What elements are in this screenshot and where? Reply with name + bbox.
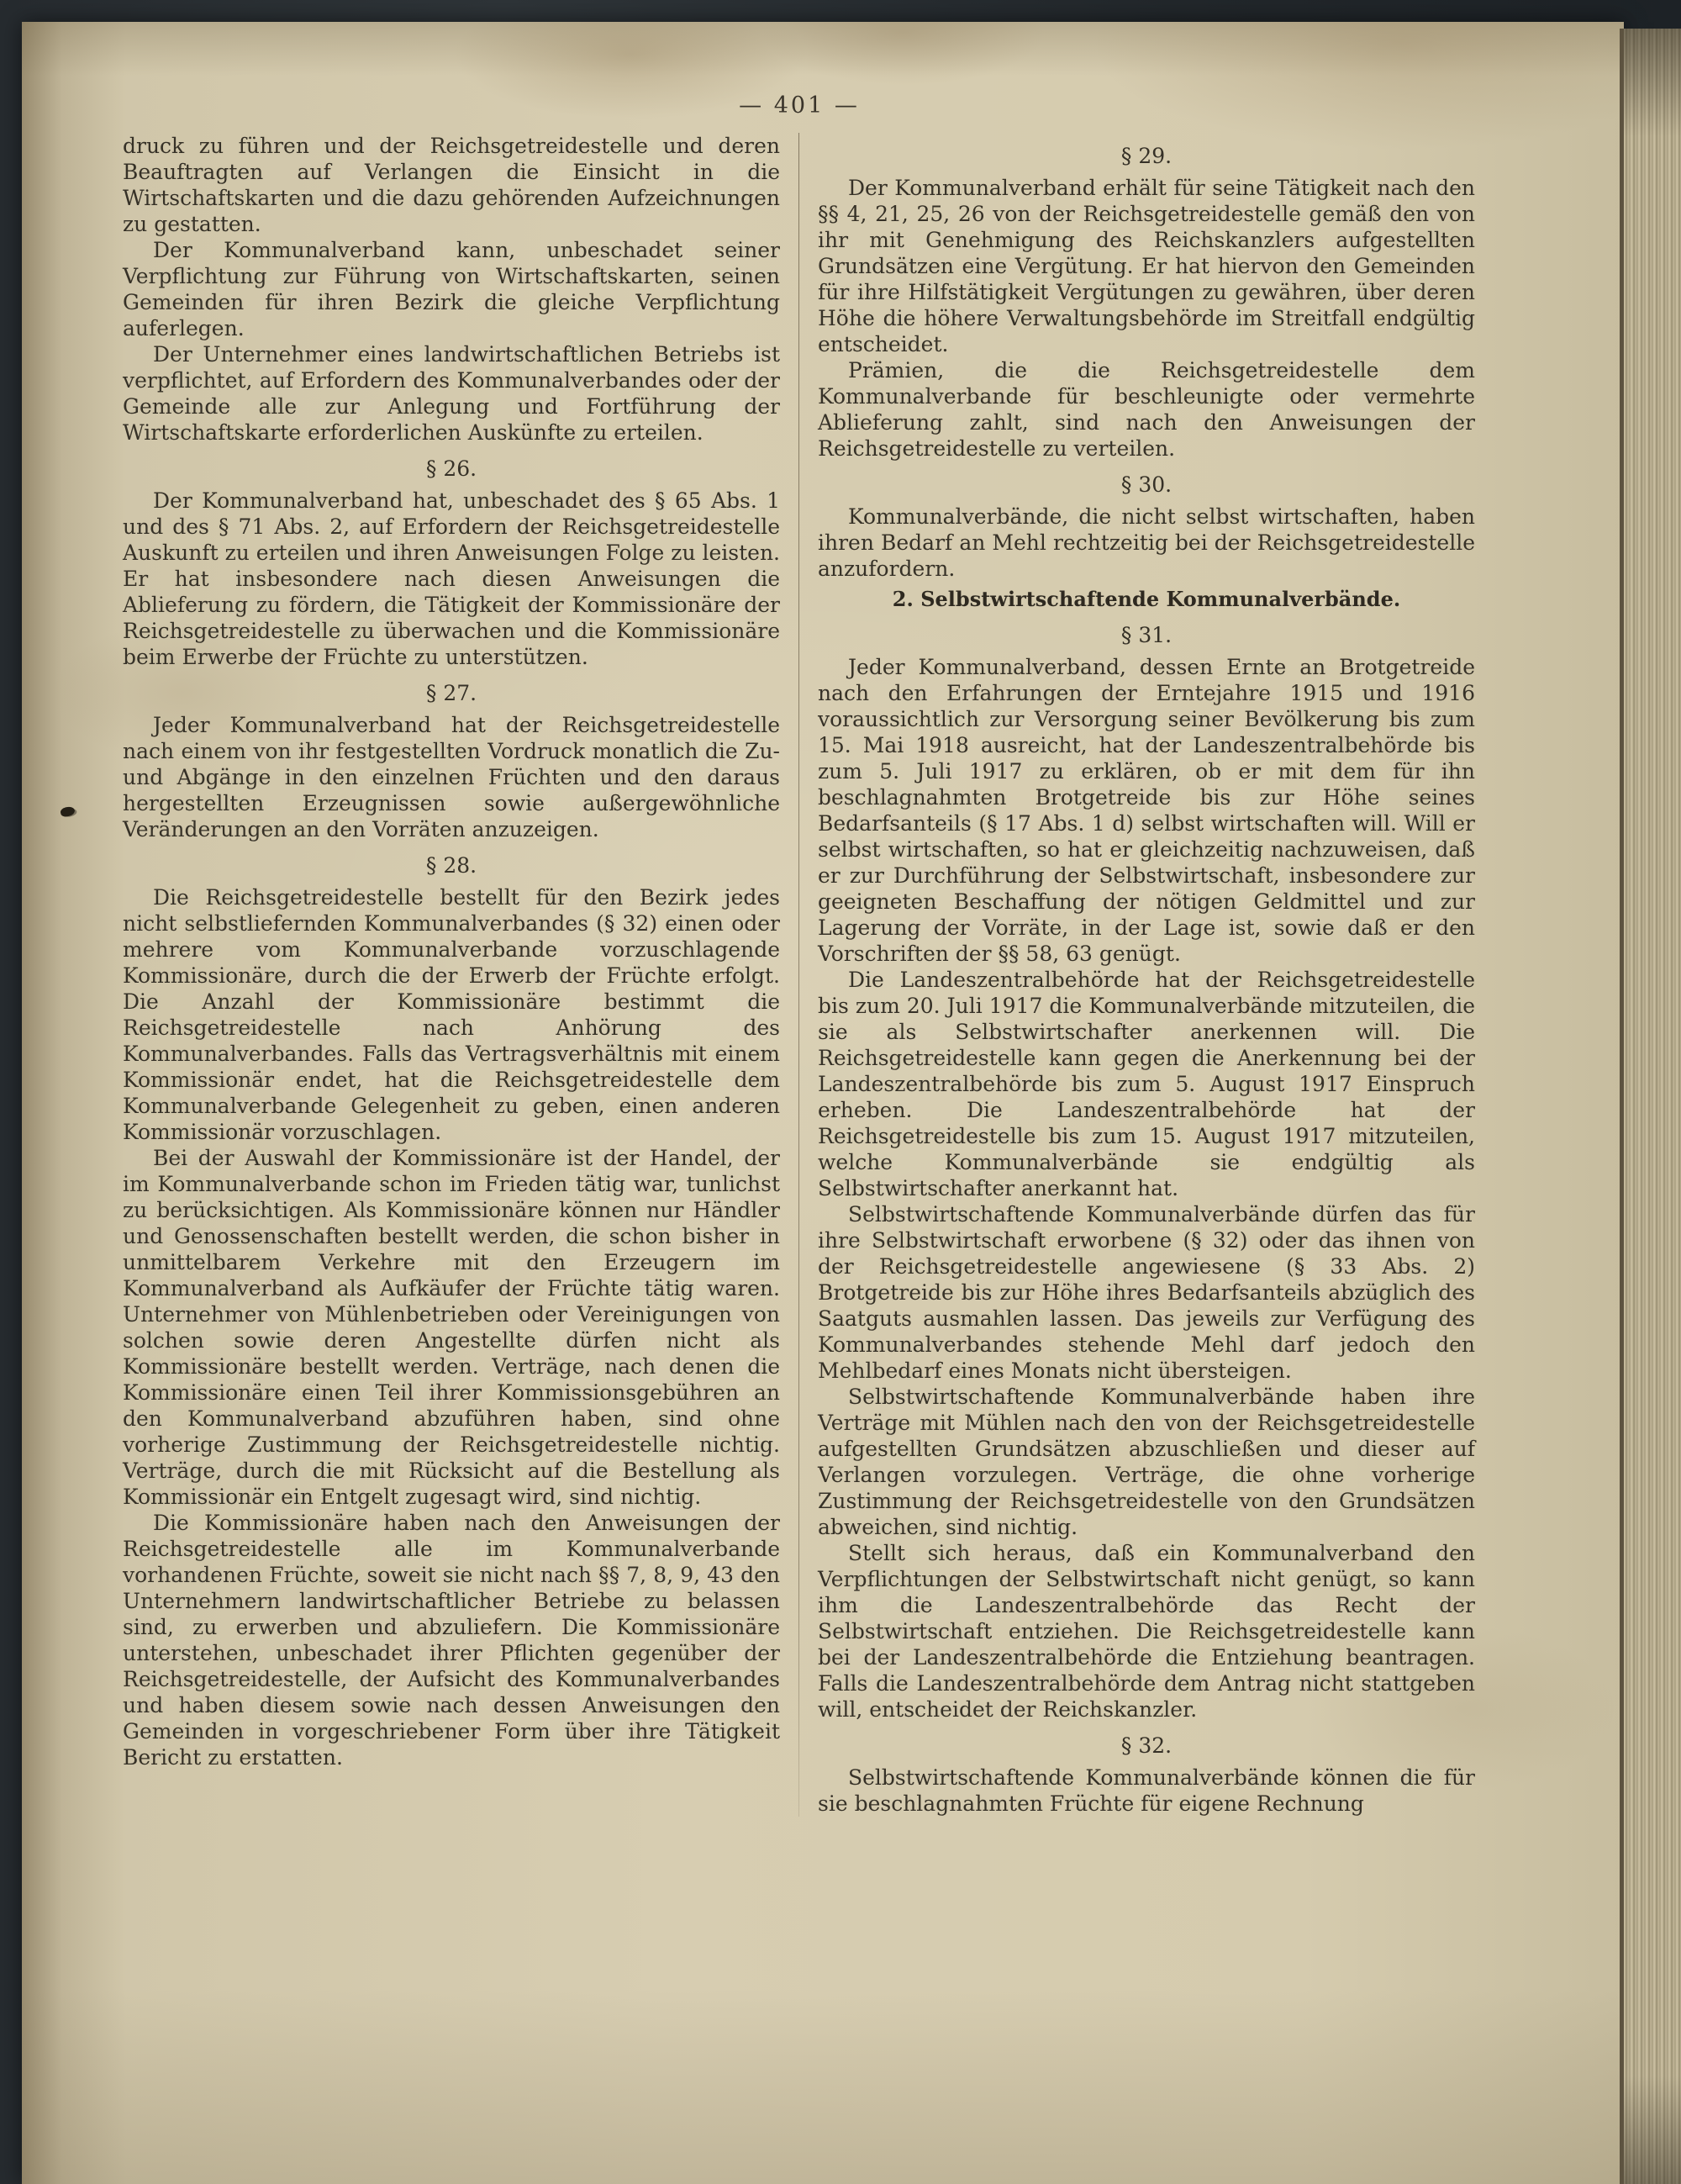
paragraph: Selbstwirtschaftende Kommunalverbände können die für sie beschlagnahmten Früchte für eigene Rechnung [818,1765,1475,1816]
page-text-block [123,133,1476,1817]
book-page-edges [1620,29,1681,2184]
left-column [123,133,780,1817]
heading-section-28: § 28. [425,853,477,878]
heading-section-26: § 26. [425,456,477,481]
paragraph-continuation: druck zu führen und der Reichsgetreidestelle und deren Beauftragten auf Verlangen die Einsicht in die Wirtschaftskarten und die dazu gehörenden Aufzeichnungen zu gestatten. [123,134,780,236]
heading-section-32: § 32. [1120,1733,1172,1758]
paragraph: Jeder Kommunalverband hat der Reichsgetreidestelle nach einem von ihr festgestellten Vordruck monatlich die Zu- und Abgänge in den einzelnen Früchten und den daraus hergestellten Erzeugnissen sowie außergewöhnliche Veränderungen an den Vorräten anzuzeigen. [123,713,780,841]
heading-section-30: § 30. [1120,472,1172,497]
subheading-selbstwirtschaftende-kommunalverbaende: 2. Selbstwirtschaftende Kommunalverbände. [892,587,1401,611]
paragraph: Selbstwirtschaftende Kommunalverbände dürfen das für ihre Selbstwirtschaft erworbene (§ 32) oder das ihnen von der Reichsgetreidestelle angewiesene (§ 33 Abs. 2) Brotgetreide bis zur Höhe ihres Bedarfsanteils abzüglich des Saatguts ausmahlen lassen. Das jeweils zur Verfügung des Kommunalverbandes stehende Mehl darf jedoch den Mehlbedarf eines Monats nicht übersteigen. [818,1201,1475,1383]
book-page [22,22,1624,2184]
column-divider [798,133,799,1817]
paragraph: Die Landeszentralbehörde hat der Reichsgetreidestelle bis zum 20. Juli 1917 die Kommunalverbände mitzuteilen, die sie als Selbstwirtschafter anerkennen will. Die Reichsgetreidestelle kann gegen die Anerkennung bei der Landeszentralbehörde bis zum 5. August 1917 Einspruch erheben. Die Landeszentralbehörde hat der Reichsgetreidestelle bis zum 15. August 1917 mitzuteilen, welche Kommunalverbände sie endgültig als Selbstwirtschafter anerkannt hat. [818,967,1475,1200]
paragraph: Stellt sich heraus, daß ein Kommunalverband den Verpflichtungen der Selbstwirtschaft nicht genügt, so kann ihm die Landeszentralbehörde das Recht der Selbstwirtschaft entziehen. Die Reichsgetreidestelle kann bei der Landeszentralbehörde die Entziehung beantragen. Falls die Landeszentralbehörde dem Antrag nicht stattgeben will, entscheidet der Reichskanzler. [818,1540,1475,1722]
page-number: — 401 — [739,92,860,119]
paragraph: Der Kommunalverband hat, unbeschadet des § 65 Abs. 1 und des § 71 Abs. 2, auf Erfordern der Reichsgetreidestelle Auskunft zu erteilen und ihren Anweisungen Folge zu leisten. Er hat insbesondere nach diesen Anweisungen die Ablieferung zu fördern, die Tätigkeit der Kommissionäre der Reichsgetreidestelle zu überwachen und die Kommissionäre beim Erwerbe der Früchte zu unterstützen. [123,488,780,669]
paragraph: Bei der Auswahl der Kommissionäre ist der Handel, der im Kommunalverbande schon im Frieden tätig war, tunlichst zu berücksichtigen. Als Kommissionäre können nur Händler und Genossenschaften bestellt werden, die schon bisher in unmittelbarem Verkehre mit den Erzeugern im Kommunalverband als Aufkäufer der Früchte tätig waren. Unternehmer von Mühlenbetrieben oder Vereinigungen von solchen sowie deren Angestellte dürfen nicht als Kommissionäre bestellt werden. Verträge, nach denen die Kommissionäre einen Teil ihrer Kommissionsgebühren an den Kommunalverband abzuführen haben, sind ohne vorherige Zustimmung der Reichsgetreidestelle nichtig. Verträge, durch die mit Rücksicht auf die Bestellung als Kommissionär ein Entgelt zugesagt wird, sind nichtig. [123,1146,780,1509]
heading-section-31: § 31. [1120,622,1172,647]
paragraph: Der Kommunalverband erhält für seine Tätigkeit nach den §§ 4, 21, 25, 26 von der Reichsgetreidestelle gemäß den von ihr mit Genehmigung des Reichskanzlers aufgestellten Grundsätzen eine Vergütung. Er hat hiervon den Gemeinden für ihre Hilfstätigkeit Vergütungen zu gewähren, über deren Höhe die höhere Verwaltungsbehörde im Streitfall endgültig entscheidet. [818,176,1475,356]
heading-section-27: § 27. [425,681,477,705]
paragraph: Selbstwirtschaftende Kommunalverbände haben ihre Verträge mit Mühlen nach den von der Reichsgetreidestelle aufgestellten Grundsätzen abzuschließen und dieser auf Verlangen vorzulegen. Verträge, die ohne vorherige Zustimmung der Reichsgetreidestelle von den Grundsätzen abweichen, sind nichtig. [818,1384,1475,1539]
paragraph: Der Unternehmer eines landwirtschaftlichen Betriebs ist verpflichtet, auf Erfordern des Kommunalverbandes oder der Gemeinde alle zur Anlegung und Fortführung der Wirtschaftskarte erforderlichen Auskünfte zu erteilen. [123,342,780,445]
heading-section-29: § 29. [1120,144,1172,168]
paragraph: Prämien, die die Reichsgetreidestelle dem Kommunalverbande für beschleunigte oder vermehrte Ablieferung zahlt, sind nach den Anweisungen der Reichsgetreidestelle zu verteilen. [818,358,1475,461]
paragraph: Die Kommissionäre haben nach den Anweisungen der Reichsgetreidestelle alle im Kommunalverbande vorhandenen Früchte, soweit sie nicht nach §§ 7, 8, 9, 43 den Unternehmern landwirtschaftlicher Betriebe zu belassen sind, zu erwerben und abzuliefern. Die Kommissionäre unterstehen, unbeschadet ihrer Pflichten gegenüber der Reichsgetreidestelle, der Aufsicht des Kommunalverbandes und haben diesem sowie nach dessen Anweisungen den Gemeinden in vorgeschriebener Form über ihre Tätigkeit Bericht zu erstatten. [123,1511,780,1770]
paragraph: Die Reichsgetreidestelle bestellt für den Bezirk jedes nicht selbstliefernden Kommunalverbandes (§ 32) einen oder mehrere vom Kommunalverbande vorzuschlagende Kommissionäre, durch die der Erwerb der Früchte erfolgt. Die Anzahl der Kommissionäre bestimmt die Reichsgetreidestelle nach Anhörung des Kommunalverbandes. Falls das Vertragsverhältnis mit einem Kommissionär endet, hat die Reichsgetreidestelle dem Kommunalverbande Gelegenheit zu geben, einen anderen Kommissionär vorzuschlagen. [123,885,780,1144]
paragraph: Kommunalverbände, die nicht selbst wirtschaften, haben ihren Bedarf an Mehl rechtzeitig bei der Reichsgetreidestelle anzufordern. [818,504,1475,581]
paragraph: Jeder Kommunalverband, dessen Ernte an Brotgetreide nach den Erfahrungen der Erntejahre 1915 und 1916 voraussichtlich zur Versorgung seiner Bevölkerung bis zum 15. Mai 1918 ausreicht, hat der Landeszentralbehörde bis zum 5. Juli 1917 zu erklären, ob er mit dem für ihn beschlagnahmten Brotgetreide bis zur Höhe seines Bedarfsanteils (§ 17 Abs. 1 d) selbst wirtschaften will. Will er selbst wirtschaften, so hat er gleichzeitig nachzuweisen, daß er zur Durchführung der Selbstwirtschaft, insbesondere zur geeigneten Beschaffung der nötigen Geldmittel und zur Lagerung der Vorräte, in der Lage ist, sowie daß er den Vorschriften der §§ 58, 63 genügt. [818,654,1475,966]
ink-spot [60,805,76,818]
right-column [818,133,1475,1817]
paragraph: Der Kommunalverband kann, unbeschadet seiner Verpflichtung zur Führung von Wirtschaftskarten, seinen Gemeinden für ihren Bezirk die gleiche Verpflichtung auferlegen. [123,238,780,340]
